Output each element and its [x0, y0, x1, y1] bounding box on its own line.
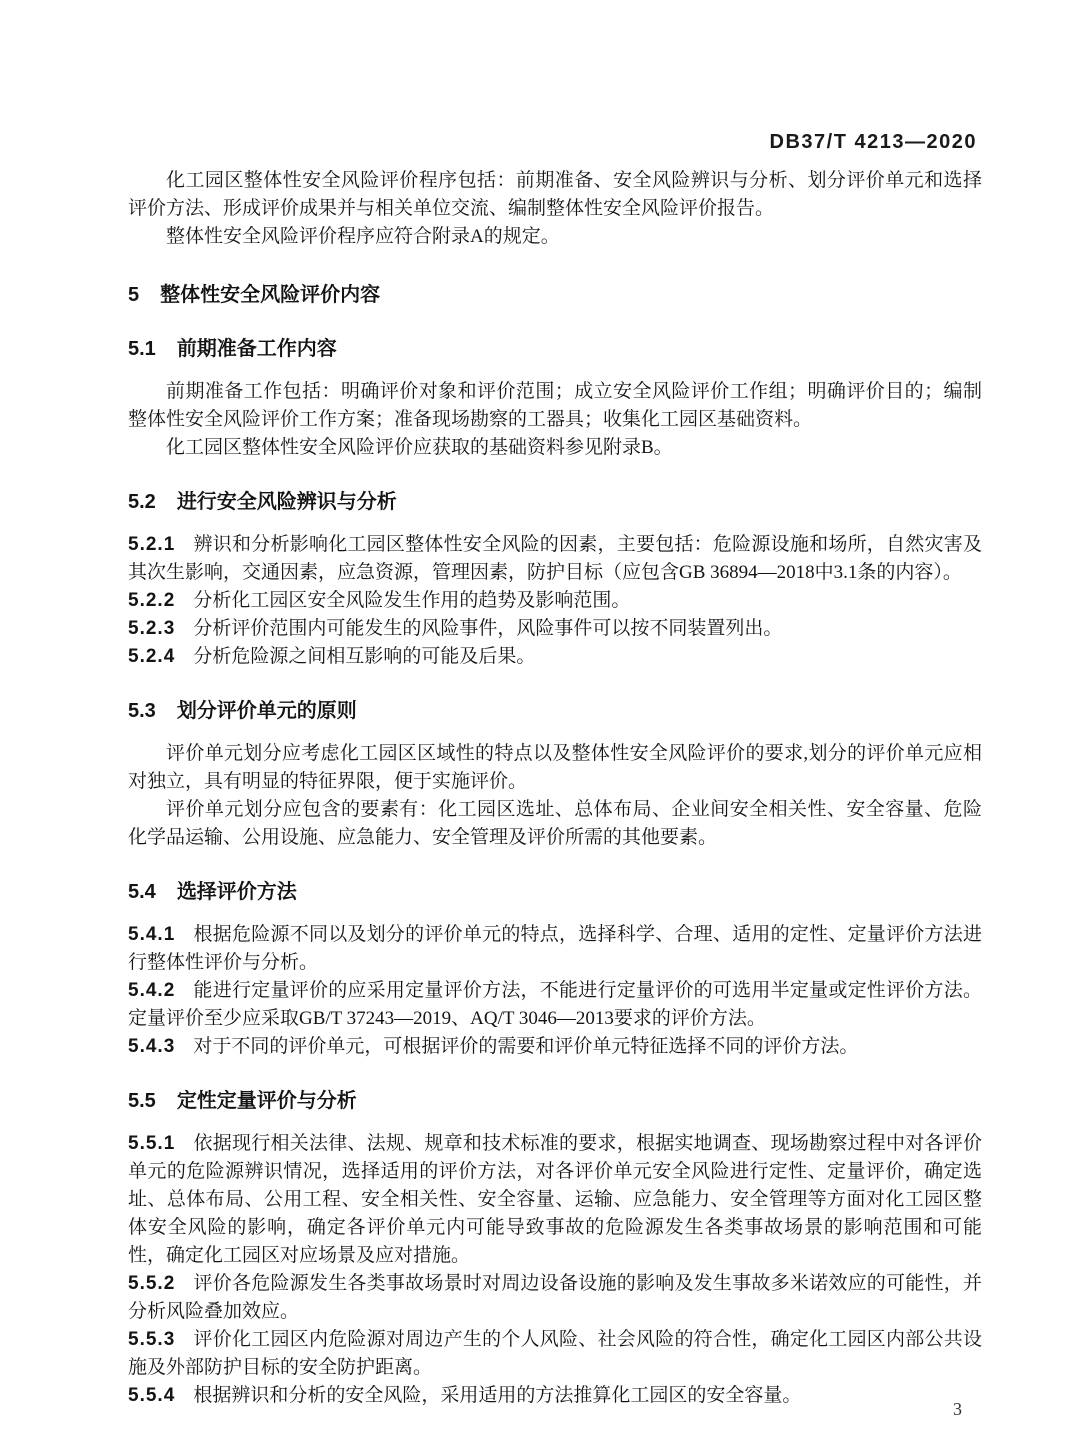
section-heading-5.3	[128, 697, 982, 725]
clause-text: 评价各危险源发生各类事故场景时对周边设备设施的影响及发生事故多米诺效应的可能性，并分析风险叠加效应。	[128, 1273, 982, 1322]
clause-number: 5.4.2	[128, 980, 176, 1001]
paragraph: 化工园区整体性安全风险评价应获取的基础资料参见附录B。	[166, 437, 673, 458]
clause-5.4.3	[128, 1033, 982, 1061]
clause-text: 评价化工园区内危险源对周边产生的个人风险、社会风险的符合性，确定化工园区内部公共设施及外部防护目标的安全防护距离。	[128, 1329, 982, 1378]
section-number: 5.3	[128, 700, 156, 722]
clause-number: 5.2.1	[128, 534, 176, 555]
clause-number: 5.2.4	[128, 646, 176, 667]
clause-number: 5.4.1	[128, 924, 176, 945]
section-heading-5.5	[128, 1087, 982, 1115]
section-number: 5.2	[128, 491, 156, 513]
paragraph: 整体性安全风险评价程序应符合附录A的规定。	[166, 226, 560, 247]
clause-text: 分析评价范围内可能发生的风险事件，风险事件可以按不同装置列出。	[193, 618, 783, 639]
section-heading-5	[128, 281, 982, 309]
clause-5.2.4	[128, 643, 982, 671]
clause-5.2.1	[128, 531, 982, 587]
document-body	[128, 167, 982, 1410]
clause-5.2.3	[128, 615, 982, 643]
section-number: 5.1	[128, 338, 156, 360]
clause-text: 分析化工园区安全风险发生作用的趋势及影响范围。	[193, 590, 631, 611]
paragraph: 评价单元划分应考虑化工园区区域性的特点以及整体性安全风险评价的要求,划分的评价单元应相对独立，具有明显的特征界限，便于实施评价。	[128, 743, 982, 792]
section-title: 整体性安全风险评价内容	[160, 284, 381, 306]
clause-number: 5.4.3	[128, 1036, 176, 1057]
clause-text: 根据危险源不同以及划分的评价单元的特点，选择科学、合理、适用的定性、定量评价方法进行整体性评价与分析。	[128, 924, 982, 973]
section-heading-5.2	[128, 488, 982, 516]
clause-text: 对于不同的评价单元，可根据评价的需要和评价单元特征选择不同的评价方法。	[193, 1036, 859, 1057]
paragraph: 评价单元划分应包含的要素有：化工园区选址、总体布局、企业间安全相关性、安全容量、危险化学品运输、公用设施、应急能力、安全管理及评价所需的其他要素。	[128, 799, 982, 848]
paragraph: 化工园区整体性安全风险评价程序包括：前期准备、安全风险辨识与分析、划分评价单元和选择评价方法、形成评价成果并与相关单位交流、编制整体性安全风险评价报告。	[128, 170, 982, 219]
clause-text: 能进行定量评价的应采用定量评价方法，不能进行定量评价的可选用半定量或定性评价方法。定量评价至少应采取GB/T 37243—2019、AQ/T 3046—2013要求的评价方法。	[128, 980, 982, 1029]
section-number: 5.5	[128, 1090, 156, 1112]
section-title: 进行安全风险辨识与分析	[176, 491, 397, 513]
clause-5.4.1	[128, 921, 982, 977]
clause-number: 5.5.4	[128, 1385, 176, 1406]
section-title: 前期准备工作内容	[176, 338, 337, 360]
clause-5.5.4	[128, 1382, 982, 1410]
section-title: 定性定量评价与分析	[176, 1090, 357, 1112]
section-number: 5	[128, 284, 140, 306]
clause-5.4.2	[128, 977, 982, 1033]
clause-5.5.3	[128, 1326, 982, 1382]
page-number: 3	[953, 1399, 962, 1419]
section-number: 5.4	[128, 881, 156, 903]
clause-number: 5.5.3	[128, 1329, 176, 1350]
section-title: 划分评价单元的原则	[176, 700, 357, 722]
clause-number: 5.2.2	[128, 590, 176, 611]
clause-text: 依据现行相关法律、法规、规章和技术标准的要求，根据实地调查、现场勘察过程中对各评价单元的危险源辨识情况，选择适用的评价方法，对各评价单元安全风险进行定性、定量评价，确定选址、总体布局、公用工程、安全相关性、安全容量、运输、应急能力、安全管理等方面对化工园区整体安全风险的影响，确定各评价单元内可能导致事故的危险源发生各类事故场景的影响范围和可能性，确定化工园区对应场景及应对措施。	[128, 1133, 982, 1266]
clause-text: 分析危险源之间相互影响的可能及后果。	[193, 646, 536, 667]
clause-text: 根据辨识和分析的安全风险，采用适用的方法推算化工园区的安全容量。	[193, 1385, 802, 1406]
clause-5.5.2	[128, 1270, 982, 1326]
standard-number-header: DB37/T 4213—2020	[769, 131, 977, 153]
paragraph: 前期准备工作包括：明确评价对象和评价范围；成立安全风险评价工作组；明确评价目的；编制整体性安全风险评价工作方案；准备现场勘察的工器具；收集化工园区基础资料。	[128, 381, 982, 430]
clause-5.2.2	[128, 587, 982, 615]
section-heading-5.4	[128, 878, 982, 906]
clause-number: 5.2.3	[128, 618, 176, 639]
clause-text: 辨识和分析影响化工园区整体性安全风险的因素，主要包括：危险源设施和场所，自然灾害及其次生影响，交通因素，应急资源，管理因素，防护目标（应包含GB 36894—2018中3.1条的内容）。	[128, 534, 982, 583]
clause-number: 5.5.1	[128, 1133, 176, 1154]
clause-5.5.1	[128, 1130, 982, 1270]
section-heading-5.1	[128, 335, 982, 363]
section-title: 选择评价方法	[176, 881, 297, 903]
clause-number: 5.5.2	[128, 1273, 176, 1294]
